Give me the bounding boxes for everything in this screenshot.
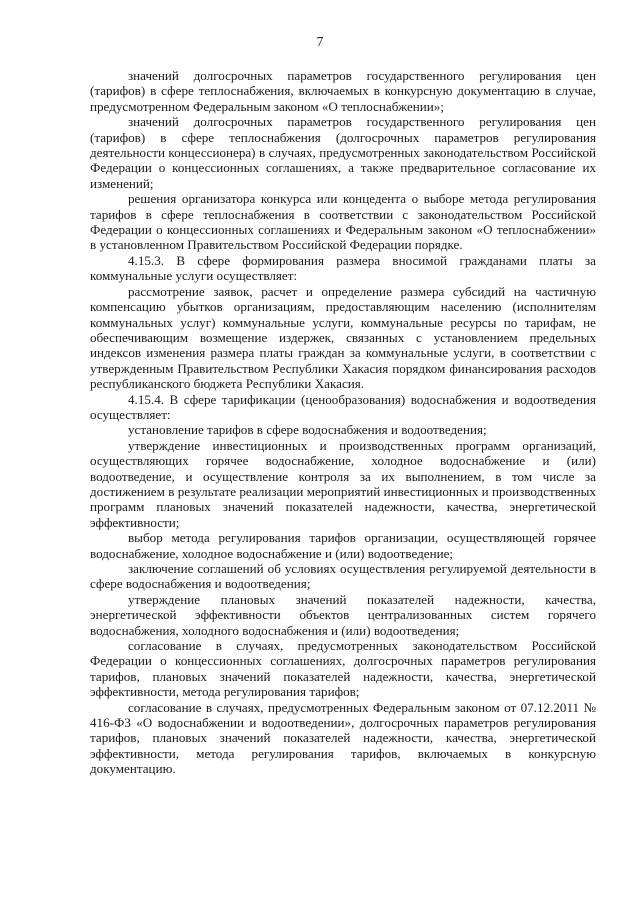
document-body — [90, 68, 596, 777]
paragraph-9: выбор метода регулирования тарифов организации, осуществляющей горячее водоснабжение, холодное водоснабжение и (или) водоотведение; — [90, 530, 596, 561]
paragraph-1: значений долгосрочных параметров государственного регулирования цен (тарифов) в сфере теплоснабжения, включаемых в конкурсную документацию в случае, предусмотренном Федеральным законом «О теплоснабжении»; — [90, 68, 596, 114]
paragraph-11: утверждение плановых значений показателей надежности, качества, энергетической эффективности объектов централизованных систем горячего водоснабжения, холодного водоснабжения и (или) водоотведения; — [90, 591, 596, 638]
paragraph-3: решения организатора конкурса или концедента о выборе метода регулирования тарифов в сфере теплоснабжения в соответствии с законодательством Российской Федерации о концессионных соглашениях и Федеральным законом «О теплоснабжении» в установленном Правительством Российской Федерации порядке. — [90, 191, 596, 253]
section-4-15-4-heading: 4.15.4. В сфере тарификации (ценообразования) водоснабжения и водоотведения осуществляет: — [90, 391, 596, 422]
section-4-15-3-heading: 4.15.3. В сфере формирования размера вносимой гражданами платы за коммунальные услуги осуществляет: — [90, 252, 596, 284]
paragraph-2: значений долгосрочных параметров государственного регулирования цен (тарифов) в сфере теплоснабжения (долгосрочных параметров регулирования деятельности концессионера) в случаях, предусмотренных законодательством Российской Федерации о концессионных соглашениях, а также предварительное согласование их изменений; — [90, 114, 596, 191]
paragraph-12: согласование в случаях, предусмотренных законодательством Российской Федерации о концессионных соглашениях, долгосрочных параметров регулирования тарифов, плановых значений показателей надежности, качества, энергетической эффективности, метода регулирования тарифов; — [90, 638, 596, 700]
paragraph-13: согласование в случаях, предусмотренных Федеральным законом от 07.12.2011 № 416-ФЗ «О водоснабжении и водоотведении», долгосрочных параметров регулирования тарифов, плановых значений показателей надежности, качества, энергетической эффективности, метода регулирования тарифов, включаемых в конкурсную документацию. — [90, 699, 596, 777]
page-number: 7 — [316, 34, 324, 49]
paragraph-5: рассмотрение заявок, расчет и определение размера субсидий на частичную компенсацию убытков организациям, предоставляющим населению (исполнителям коммунальных услуг) коммунальные услуги, коммунальные ресурсы по тарифам, не обеспечивающим возмещение издержек, связанных с установлением предельных индексов изменения размера платы граждан за коммунальные услуги, в соответствии с утвержденным Правительством Республики Хакасия порядком финансирования расходов республиканского бюджета Республики Хакасия. — [90, 283, 596, 392]
paragraph-7: установление тарифов в сфере водоснабжения и водоотведения; — [128, 422, 487, 438]
paragraph-10: заключение соглашений об условиях осуществления регулируемой деятельности в сфере водоснабжения и водоотведения; — [90, 561, 596, 592]
paragraph-8: утверждение инвестиционных и производственных программ организаций, осуществляющих горячее водоснабжение, холодное водоснабжение и (или) водоотведение, и осуществление контроля за их выполнением, в том числе за достижением в результате реализации мероприятий инвестиционных и производственных программ плановых значений показателей надежности, качества, энергетической эффективности; — [90, 437, 596, 530]
